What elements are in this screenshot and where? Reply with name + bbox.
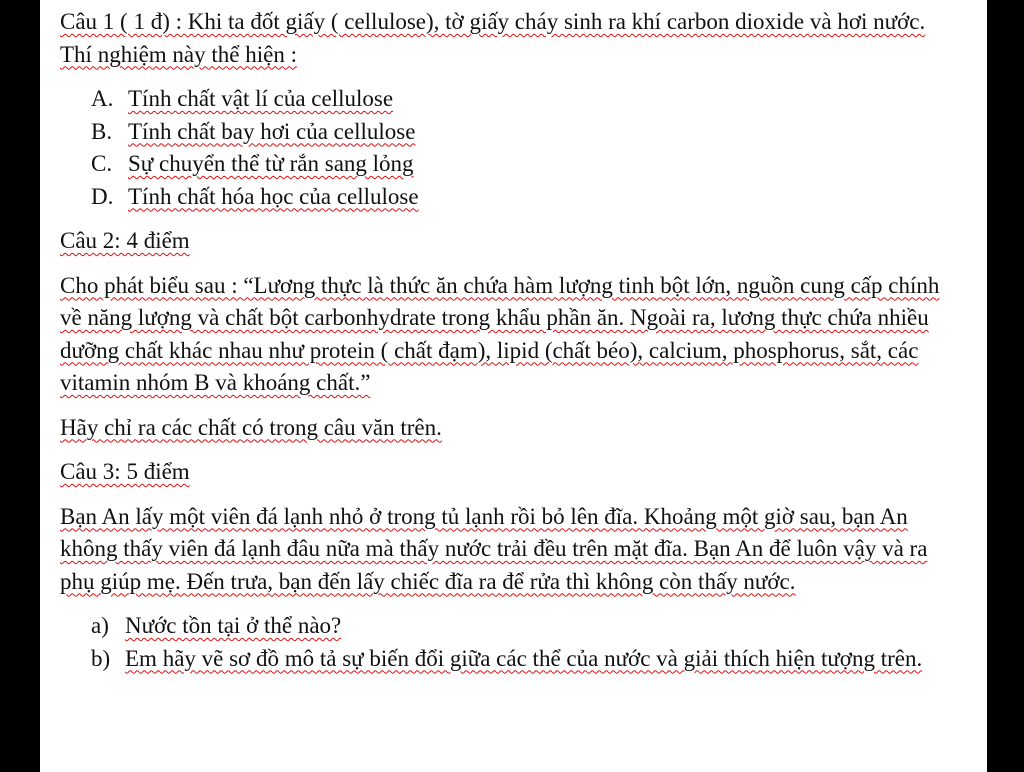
question-2-prompt: Hãy chỉ ra các chất có trong câu văn trên. bbox=[60, 414, 442, 440]
option-c bbox=[91, 148, 960, 181]
option-letter: A. bbox=[91, 86, 114, 111]
subquestion-letter: b) bbox=[91, 645, 111, 671]
subquestion-a bbox=[91, 610, 960, 643]
option-label: Tính chất vật lí của cellulose bbox=[128, 86, 394, 111]
option-letter: D. bbox=[91, 183, 114, 209]
question-1-stem: Câu 1 ( 1 đ) : Khi ta đốt giấy ( cellulose), tờ giấy cháy sinh ra khí carbon dioxide và hơi nước. Thí nghiệm này thể hiện : bbox=[60, 9, 926, 67]
option-letter: B. bbox=[91, 118, 113, 144]
document-content bbox=[60, 6, 960, 675]
option-d bbox=[91, 181, 960, 214]
option-b bbox=[91, 116, 960, 149]
question-2-heading: Câu 2: 4 điểm bbox=[60, 228, 190, 253]
question-1-options bbox=[91, 83, 960, 213]
option-a bbox=[91, 83, 960, 116]
subquestion-text: Nước tồn tại ở thể nào? bbox=[125, 613, 342, 638]
subquestion-letter: a) bbox=[91, 613, 109, 638]
option-label: Tính chất hóa học của cellulose bbox=[128, 183, 419, 209]
option-label: Tính chất bay hơi của cellulose bbox=[128, 118, 416, 144]
question-2-body: Cho phát biểu sau : “Lương thực là thức ăn chứa hàm lượng tinh bột lớn, nguồn cung cấp chính về năng lượng và chất bột carbonhydrate trong khẩu phần ăn. Ngoài ra, lương thực chứa nhiều dưỡng chất khác nhau như protein ( chất đạm), lipid (chất béo), calcium, phosphorus, sắt, các vitamin nhóm B và khoáng chất.” bbox=[60, 272, 940, 395]
subquestion-text: Em hãy vẽ sơ đồ mô tả sự biến đổi giữa các thể của nước và giải thích hiện tượng trên. bbox=[125, 645, 923, 671]
option-letter: C. bbox=[91, 151, 113, 176]
document-page bbox=[40, 0, 987, 772]
question-3-body: Bạn An lấy một viên đá lạnh nhỏ ở trong tủ lạnh rồi bỏ lên đĩa. Khoảng một giờ sau, bạn An không thấy viên đá lạnh đâu nữa mà thấy nước trải đều trên mặt đĩa. Bạn An để luôn vậy và ra phụ giúp mẹ. Đến trưa, bạn đến lấy chiếc đĩa ra để rửa thì không còn thấy nước. bbox=[60, 503, 928, 594]
question-3-heading: Câu 3: 5 điểm bbox=[60, 459, 190, 484]
question-3-subquestions bbox=[91, 610, 960, 675]
option-label: Sự chuyển thể từ rắn sang lỏng bbox=[128, 151, 414, 176]
subquestion-b bbox=[91, 643, 960, 676]
